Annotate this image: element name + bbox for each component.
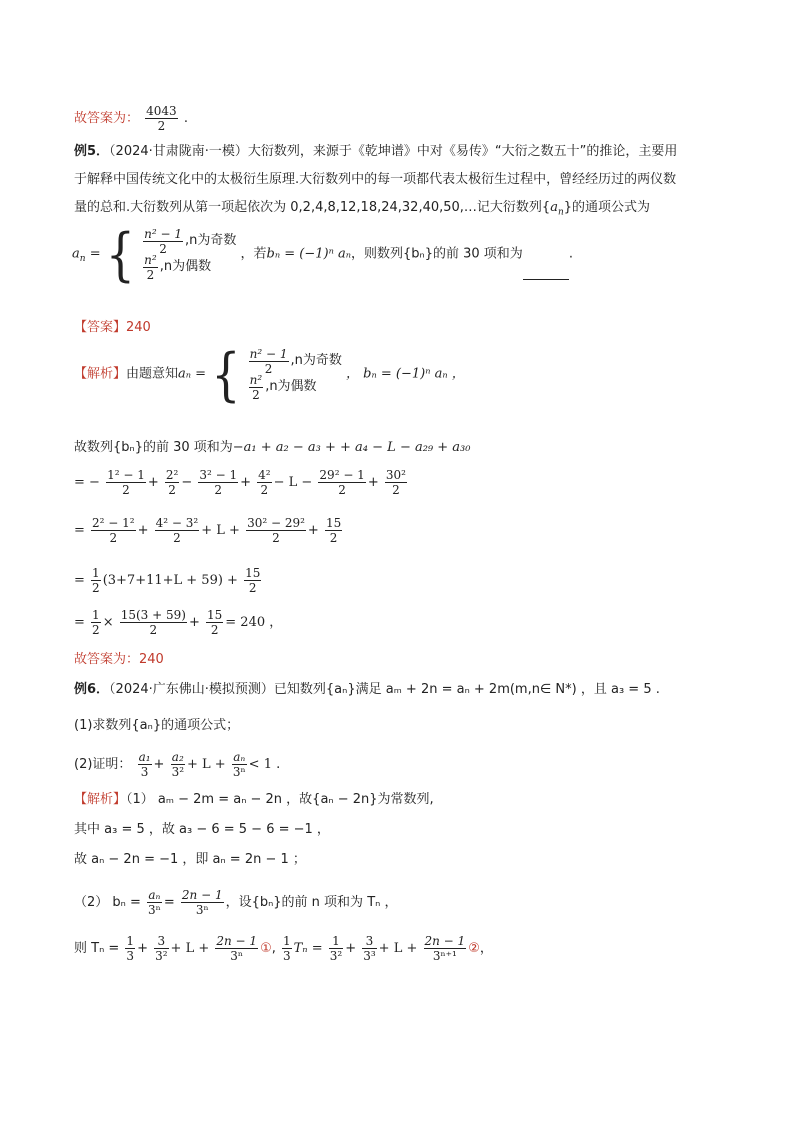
example6-q1: (1)求数列{aₙ}的通项公式； [74,718,240,733]
example6-q2: (2)证明： $\frac{\text{a₁}}{3}$ + $\frac{\text{a₂}}{\text{3²}}$ + L + $\frac{\text{aₙ}}{\text{3ⁿ}}$ < 1 . [74,750,281,779]
analysis5-step1: = − $\frac{\text{1² − 1}}{2}$ + $\frac{\text{2²}}{2}$ − $\frac{\text{3² − 1}}{2}$ + $\frac{\text{4²}}{2}$ − L − $\frac{\text{29² − 1}}{2}$ + $\frac{\text{30²}}{2}$ [74,468,406,497]
left-brace-icon: { [211,340,241,408]
example5-formula: $a_n$ = { $\frac{\text{n² − 1}}{2}$ ,n为奇数 $\frac{\text{n²}}{2}$ ,n为偶数 ，若bₙ = (−1)ⁿ aₙ，则数列{bₙ}的前 30 项和为 . [72,220,573,288]
analysis5-formula: 【解析】由题意知aₙ = { $\frac{\text{n² − 1}}{2}$ ,n为奇数 $\frac{\text{n²}}{2}$ ,n为偶数 ， bₙ = (−1)ⁿ aₙ ， [74,340,465,408]
analysis-tag: 【解析】 [74,366,127,382]
piecewise-cases: $\frac{\text{n² − 1}}{2}$ ,n为奇数 $\frac{\text{n²}}{2}$ ,n为偶数 [144,226,237,282]
circled-one-icon: ① [260,941,272,956]
answer-tag: 【答案】 [74,320,127,335]
analysis6-l5: 则 Tₙ = $\frac{1}{3}$ + $\frac{3}{\text{3²}}$ + L + $\frac{2n - 1}{\text{3ⁿ}}$ ①, $\frac{1}{3}$ Tₙ = $\frac{1}{\text{3²}}$ + $\frac{3}{\text{3³}}$ + L + $\frac{2n - 1}{\text{3ⁿ⁺¹}}$ ②， [74,934,493,963]
analysis5-step4: = $\frac{1}{2}$ × $\frac{15(3 + 59)}{2}$ + $\frac{15}{2}$ = 240 ， [74,608,283,637]
example5-title: 例5． [74,144,110,159]
left-brace-icon: { [105,220,136,288]
answer-label: 故答案为： [74,111,140,126]
example6-line1: 例6．（2024·广东佛山·模拟预测）已知数列{aₙ}满足 aₘ + 2n = aₙ + 2m(m,n∈ N*) ，且 a₃ = 5 . [74,682,660,697]
example6-title: 例6． [74,682,110,697]
circled-two-icon: ② [468,941,480,956]
answer-line-prev: 故答案为： $\frac{4043}{2}$ . [74,104,188,133]
analysis5-sum: 故数列{bₙ}的前 30 项和为−a₁ + a₂ − a₃ + + a₄ − L − a₂₉ + a₃₀ [74,440,471,455]
analysis6-l1: 【解析】（1） aₘ − 2m = aₙ − 2n ，故{aₙ − 2n}为常数列, [74,792,434,807]
example5-line1: 例5．（2024·甘肃陇南·一模）大衍数列，来源于《乾坤谱》中对《易传》“大衍之数五十”的推论，主要用 [74,144,678,159]
answer-fraction: $\frac{4043}{2}$ [146,104,177,133]
analysis5-step3: = $\frac{1}{2}$ (3+7+11+L + 59) + $\frac{15}{2}$ [74,566,261,595]
example6-source: （2024·广东佛山·模拟预测） [109,682,274,697]
example5-line3: 量的总和.大衍数列从第一项起依次为 0,2,4,8,12,18,24,32,40,50,…记大衍数列$\{a_n\}$的通项公式为 [74,200,651,218]
analysis5-final: 故答案为：240 [74,652,164,667]
analysis6-l2: 其中 a₃ = 5 ，故 a₃ − 6 = 5 − 6 = −1 ， [74,822,330,837]
answer-blank [523,267,569,280]
example5-line2: 于解释中国传统文化中的太极衍生原理.大衍数列中的每一项都代表太极衍生过程中，曾经经历过的两仪数 [74,172,677,187]
analysis6-l4: （2） bₙ = $\frac{\text{aₙ}}{\text{3ⁿ}}$ = $\frac{2n - 1}{\text{3ⁿ}}$ ，设{bₙ}的前 n 项和为 Tₙ ， [74,888,398,917]
analysis6-l3: 故 aₙ − 2n = −1 ，即 aₙ = 2n − 1 ； [74,852,306,867]
analysis5-step2: = $\frac{\text{2² − 1²}}{2}$ + $\frac{\text{4² − 3²}}{2}$ + L + $\frac{\text{30² − 29²}}{2}$ + $\frac{15}{2}$ [74,516,342,545]
answer5: 【答案】240 [74,320,151,335]
example5-source: （2024·甘肃陇南·一模） [109,144,248,159]
